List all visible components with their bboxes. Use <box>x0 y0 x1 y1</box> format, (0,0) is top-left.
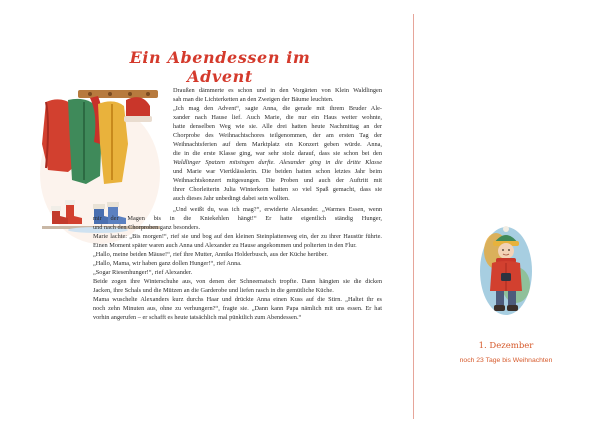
story-line: ihrer Chorleiterin Julia Winterkorn hatten so viel Spaß gemacht, dass sie <box>173 186 382 193</box>
calendar-date: 1. Dezember <box>478 341 534 351</box>
child-illustration <box>476 221 536 317</box>
days-until-christmas: noch 23 Tage bis Weihnachten <box>459 357 553 364</box>
story-line: Mama wuschelte Alexanders kurz durchs Haar und drückte Anna einen Kuss auf die Stirn. „Haltet ihr es <box>93 296 382 303</box>
story-line: vorhin angerufen – er schafft es heute tatsächlich mal pünktlich zum Abendessen.“ <box>93 314 302 321</box>
story-line: hatte denselben Weg wie sie. Alle drei hatten heute Nachmittag an der <box>173 123 382 130</box>
story-line: mir der Magen bis in die Kniekehlen hängt!“ Er hatte eigentlich ständig Hunger, <box>93 215 382 222</box>
story-line: „Ich mag den Advent“, sagte Anna, die gerade mit ihrem Bruder Ale- <box>173 105 382 112</box>
story-line: auch dieses Jahr unbedingt dabei sein wollten. <box>173 195 290 202</box>
story-line: Draußen dämmerte es schon und in den Vorgärten von Klein Waldlingen <box>173 87 382 94</box>
story-line: Beide zogen ihre Winterschuhe aus, von denen der Schneematsch tropfte. Dann hängten sie die dicken <box>93 278 382 285</box>
story-line: Einen Moment später waren auch Anna und Alexander zu Hause angekommen und polterten in den Flur. <box>93 242 357 249</box>
story-line: „Sogar Riesenhunger!“, rief Alexander. <box>93 269 193 276</box>
story-line: Weihnachtsferien auf dem Marktplatz ein Konzert geben würde. Anna, <box>173 141 382 148</box>
story-line: sah man die Lichterketten an den Zweigen der Bäume leuchten. <box>173 96 334 103</box>
story-line: und Marie war Viertklässlerin. Die beiden hatten schon letztes Jahr beim <box>173 168 382 175</box>
story-line: „Hallo, Mama, wir haben ganz dollen Hunger!“, rief Anna. <box>93 260 242 267</box>
story-line: Marie lachte: „Bis morgen!“, rief sie und bog auf den kleinen Steinplattenweg ein, der zu ihrer Haustür führte. <box>93 233 382 240</box>
story-line: Waldlinger Spatzen mitsingen durfte. Alexander ging in die dritte Klasse <box>173 159 382 166</box>
chapter-title: Ein Abendessen im Advent <box>129 48 311 86</box>
story-line: Weihnachtskonzert mitgesungen. Die Proben und auch der Auftritt mit <box>173 177 382 184</box>
page-divider <box>413 14 414 419</box>
story-line: „Und weißt du, was ich mag?“, erwiderte Alexander. „Warmes Essen, wenn <box>173 206 382 213</box>
story-line: noch zehn Minuten aus, ohne zu verhungern?“, fragte sie. „Dann kann Papa nämlich mit uns essen. Er hat <box>93 305 382 312</box>
story-line: Jacken, ihre Schals und die Mützen an die Garderobe und liefen rasch in die gemütliche Küche. <box>93 287 334 294</box>
story-line: „Hallo, meine beiden Mäuse!“, rief ihre Mutter, Annika Holderbusch, aus der Küche herüber. <box>93 251 328 258</box>
story-line: und nach den Chorproben ganz besonders. <box>93 224 201 231</box>
story-line: xander nach Hause lief. Auch Marie, die nur ein Haus weiter wohnte, <box>173 114 382 121</box>
story-line: Chorprobe des Weihnachtschores teilgenommen, der am ersten Tag der <box>173 132 382 139</box>
story-line: die in die erste Klasse ging, war sehr stolz darauf, dass sie schon bei den <box>173 150 382 157</box>
